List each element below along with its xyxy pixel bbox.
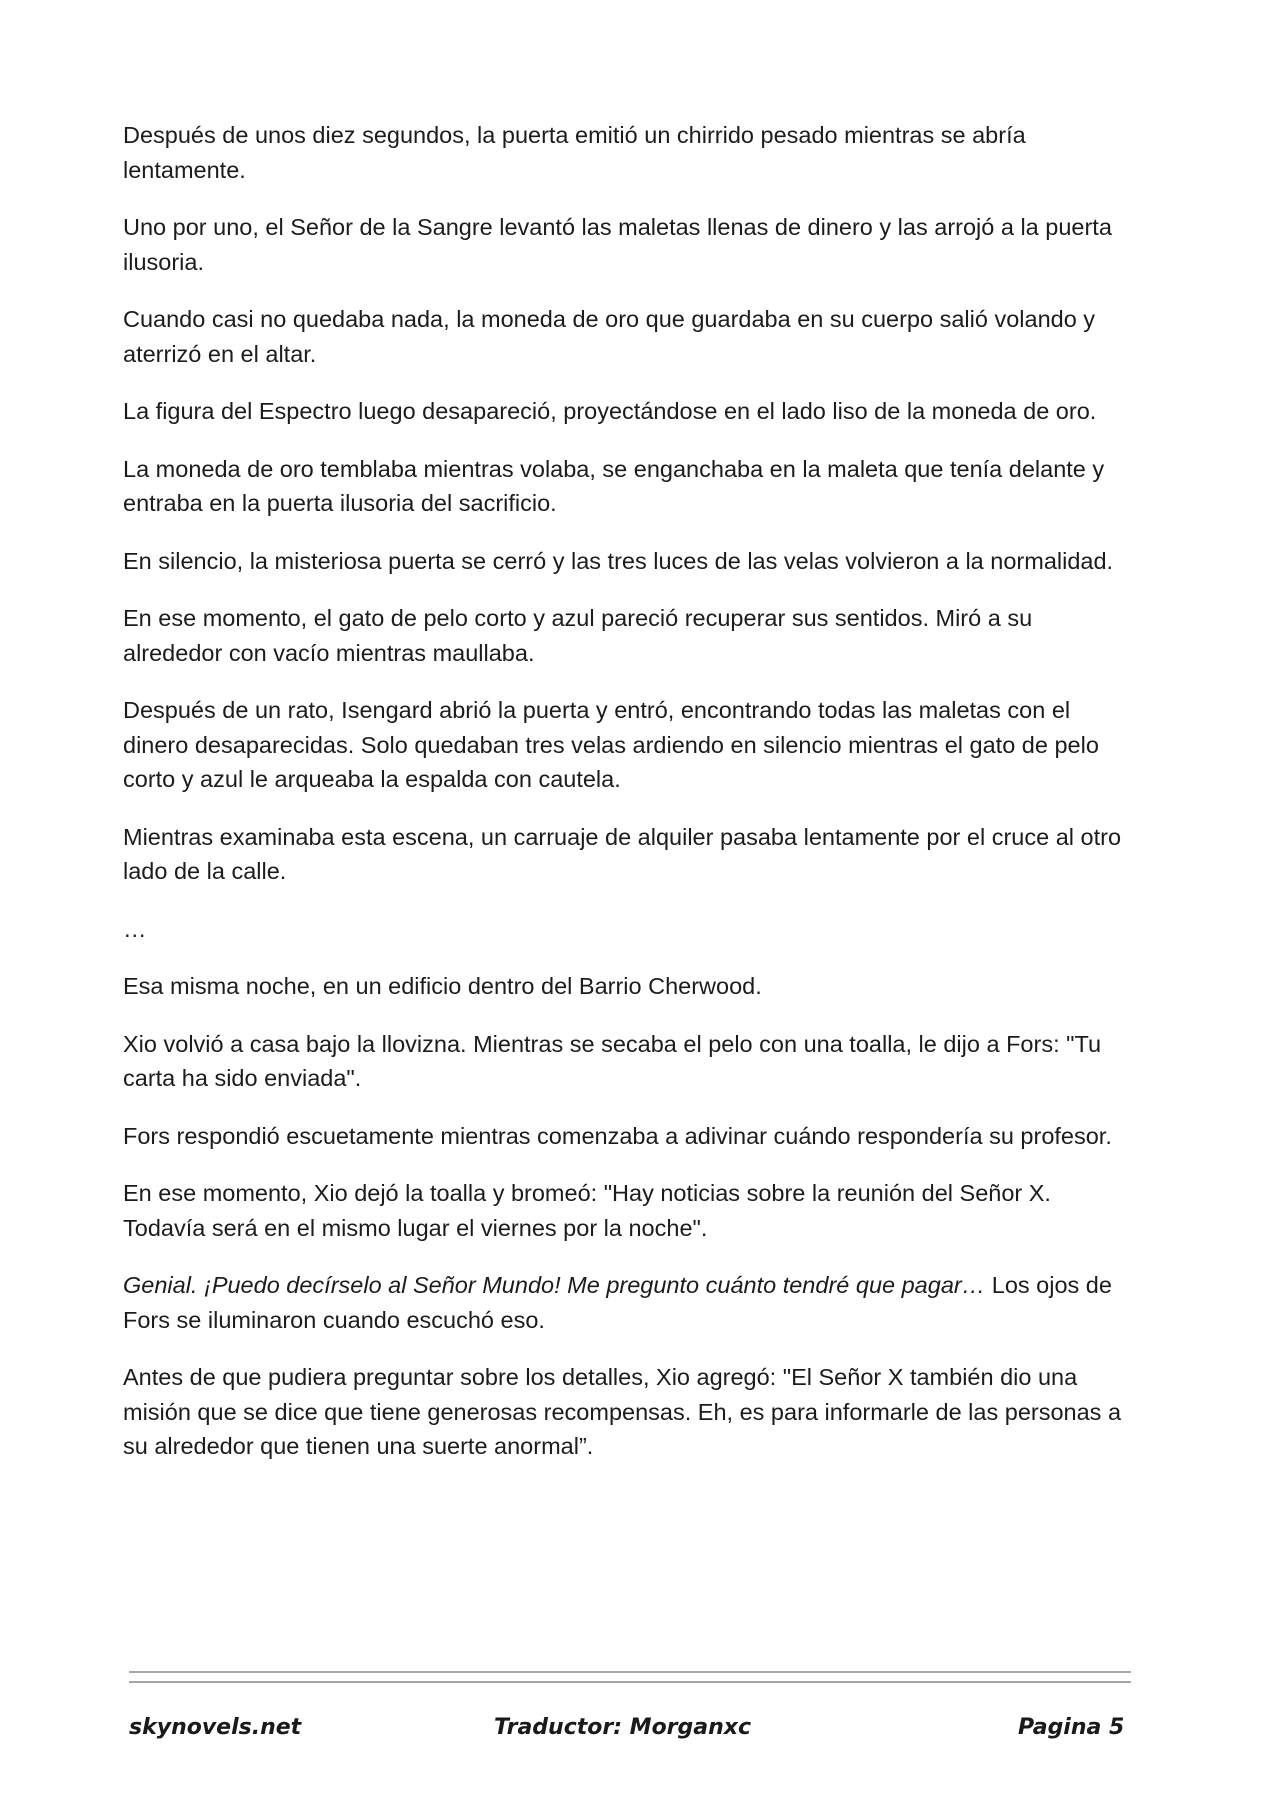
inner-thought-text: Genial. ¡Puedo decírselo al Señor Mundo! Me pregunto cuánto tendré que pagar… bbox=[123, 1272, 986, 1298]
body-text bbox=[123, 118, 1133, 1487]
paragraph: Esa misma noche, en un edificio dentro del Barrio Cherwood. bbox=[123, 973, 762, 999]
footer-translator: Traductor: Morganxc bbox=[494, 1715, 752, 1740]
paragraph: Después de unos diez segundos, la puerta emitió un chirrido pesado mientras se abría lentamente. bbox=[123, 122, 1026, 183]
paragraph: Mientras examinaba esta escena, un carruaje de alquiler pasaba lentamente por el cruce al otro lado de la calle. bbox=[123, 823, 1122, 884]
paragraph: En silencio, la misteriosa puerta se cerró y las tres luces de las velas volvieron a la normalidad. bbox=[123, 547, 1114, 574]
paragraph: Fors respondió escuetamente mientras comenzaba a adivinar cuándo respondería su profesor. bbox=[123, 1122, 1112, 1149]
scene-break: … bbox=[123, 915, 147, 942]
paragraph: Antes de que pudiera preguntar sobre los detalles, Xio agregó: "El Señor X también dio una misión que se dice que tiene generosas recompensas. Eh, es para informarle de las personas a su alrededor que tienen una suerte anormal”. bbox=[123, 1364, 1122, 1459]
paragraph: Uno por uno, el Señor de la Sangre levantó las maletas llenas de dinero y las arrojó a la puerta ilusoria. bbox=[123, 214, 1112, 275]
paragraph: Xio volvió a casa bajo la llovizna. Mientras se secaba el pelo con una toalla, le dijo a Fors: "Tu carta ha sido enviada". bbox=[123, 1030, 1102, 1091]
paragraph: La figura del Espectro luego desapareció, proyectándose en el lado liso de la moneda de oro. bbox=[123, 398, 1097, 424]
paragraph: La moneda de oro temblaba mientras volaba, se enganchaba en la maleta que tenía delante y entraba en la puerta ilusoria del sacrificio. bbox=[123, 455, 1105, 516]
paragraph: Después de un rato, Isengard abrió la puerta y entró, encontrando todas las maletas con el dinero desaparecidas. Solo quedaban tres velas ardiendo en silencio mientras el gato de pelo corto y azul le arqueaba la espalda con cautela. bbox=[123, 697, 1099, 792]
paragraph-mixed bbox=[123, 1268, 1133, 1337]
footer-page-number: Pagina 5 bbox=[1018, 1715, 1125, 1740]
narration-text: Los ojos de Fors se iluminaron cuando escuchó eso. bbox=[123, 1272, 1112, 1333]
footer-divider-bottom bbox=[129, 1681, 1131, 1683]
paragraph: En ese momento, el gato de pelo corto y azul pareció recuperar sus sentidos. Miró a su alrededor con vacío mientras maullaba. bbox=[123, 605, 1033, 666]
footer-site: skynovels.net bbox=[129, 1715, 302, 1740]
paragraph: En ese momento, Xio dejó la toalla y bromeó: "Hay noticias sobre la reunión del Señor X. Todavía será en el mismo lugar el viernes por la noche". bbox=[123, 1180, 1051, 1241]
paragraph: Cuando casi no quedaba nada, la moneda de oro que guardaba en su cuerpo salió volando y aterrizó en el altar. bbox=[123, 306, 1096, 367]
footer-divider-top bbox=[129, 1671, 1131, 1673]
